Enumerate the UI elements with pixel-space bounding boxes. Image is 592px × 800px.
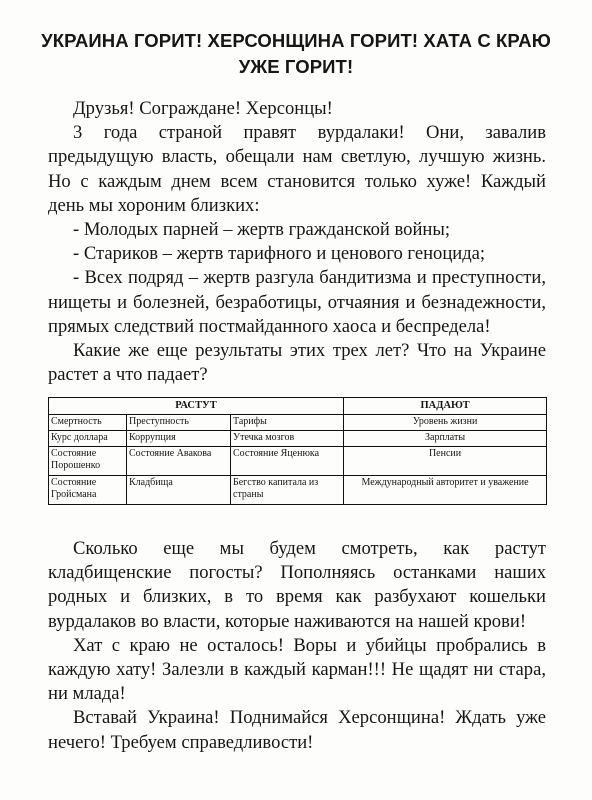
table-cell: Кладбища (127, 476, 231, 505)
closing-text (48, 537, 546, 755)
table-cell: Смертность (49, 415, 127, 431)
table-cell: Международный авторитет и уважение (344, 476, 547, 505)
table-cell: Состояние Гройсмана (49, 476, 127, 505)
list-item: - Молодых парней – жертв гражданской войны; (73, 219, 451, 241)
table-row (49, 431, 547, 447)
table-cell: Зарплаты (344, 431, 547, 447)
list-item: - Стариков – жертв тарифного и ценового геноцида; (73, 243, 486, 265)
table-cell: Утечка мозгов (231, 431, 344, 447)
leaflet-title: УКРАИНА ГОРИТ! ХЕРСОНЩИНА ГОРИТ! ХАТА С КРАЮ УЖЕ ГОРИТ! (41, 30, 551, 77)
table-cell: Курс доллара (49, 431, 127, 447)
paragraph: Хат с краю не осталось! Воры и убийцы пробрались в каждую хату! Залезли в каждый карман!!! Не щадят ни стара, ни млада! (48, 634, 546, 705)
greeting-paragraph: Друзья! Сограждане! Херсонцы! (73, 98, 333, 119)
paragraph: Какие же еще результаты этих трех лет? Что на Украине растет а что падает? (48, 340, 546, 386)
table-cell: Тарифы (231, 415, 344, 431)
table-cell: Преступность (127, 415, 231, 431)
table-row (49, 476, 547, 505)
table-cell: Состояние Авакова (127, 447, 231, 476)
header-grow: РАСТУТ (49, 398, 344, 415)
list-item: - Всех подряд – жертв разгула бандитизма и преступности, нищеты и болезней, безработицы, отчаяния и безнадежности, прямых следствий постмайданного хаоса и беспредела! (48, 267, 546, 337)
paragraph: Вставай Украина! Поднимайся Херсонщина! Ждать уже нечего! Требуем справедливости! (48, 707, 546, 753)
table-row (49, 447, 547, 476)
table-cell: Уровень жизни (344, 415, 547, 431)
intro-text (48, 97, 546, 387)
table-cell: Коррупция (127, 431, 231, 447)
table-cell: Состояние Яценюка (231, 447, 344, 476)
paragraph: Сколько еще мы будем смотреть, как растут кладбищенские погосты? Пополняясь останками наших родных и близких, в то время как разбухают кошельки вурдалаков во власти, которые наживаются на нашей крови! (48, 538, 546, 632)
table-row (49, 415, 547, 431)
header-fall: ПАДАЮТ (344, 398, 547, 415)
grow-fall-table (48, 397, 547, 505)
table-header-row (49, 398, 547, 415)
table-cell: Состояние Порошенко (49, 447, 127, 476)
paragraph: 3 года страной правят вурдалаки! Они, завалив предыдущую власть, обещали нам светлую, лучшую жизнь. Но с каждым днем всем становится только хуже! Каждый день мы хороним близких: (48, 122, 546, 216)
table-cell: Пенсии (344, 447, 547, 476)
table-cell: Бегство капитала из страны (231, 476, 344, 505)
